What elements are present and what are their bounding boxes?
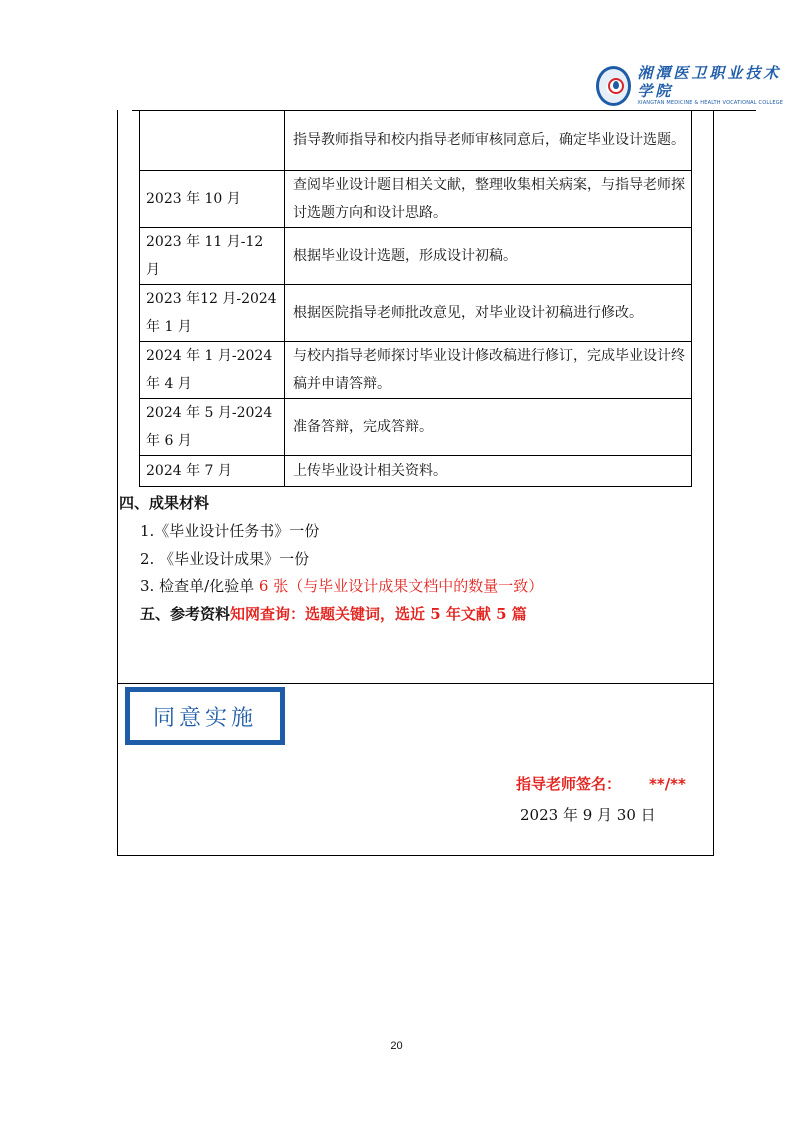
schedule-task: 指导教师指导和校内指导老师审核同意后，确定毕业设计选题。 [285,110,692,171]
college-logo [596,64,793,107]
deliverable-item-3-prefix: 3. 检查单/化验单 [140,577,259,595]
deliverable-item-2: 2. 《毕业设计成果》一份 [140,550,310,568]
college-name [637,64,793,107]
deliverable-item-3 [140,575,543,596]
deliverable-item-1: 1.《毕业设计任务书》一份 [140,522,320,540]
approval-stamp-text: 同意实施 [152,705,257,731]
schedule-task: 根据毕业设计选题，形成设计初稿。 [285,228,692,285]
schedule-row [140,285,692,342]
schedule-row [140,171,692,228]
schedule-time: 2024 年 7 月 [140,456,285,487]
schedule-row [140,456,692,487]
schedule-time: 2023 年 10 月 [140,171,285,228]
schedule-time: 2024 年 1 月-2024 年 4 月 [140,342,285,399]
schedule-table [139,110,692,487]
signature-value: **/** [649,775,686,793]
schedule-row [140,228,692,285]
schedule-time: 2023 年12 月-2024 年 1 月 [140,285,285,342]
reference-note: 知网查询：选题关键词，选近 5 年文献 5 篇 [230,605,527,623]
deliverable-item-3-suffix: 张（与毕业设计成果文档中的数量一致） [268,577,544,595]
signature-line [516,773,686,794]
approval-stamp [125,687,285,745]
schedule-task: 准备答辩，完成答辩。 [285,399,692,456]
college-name-cn: 湘潭医卫职业技术学院 [637,64,782,100]
section-5-title: 五、参考资料 [140,605,231,623]
schedule-row [140,399,692,456]
schedule-time: 2024 年 5 月-2024 年 6 月 [140,399,285,456]
page-number: 20 [390,1040,403,1052]
schedule-time: 2023 年 11 月-12 月 [140,228,285,285]
deliverable-item-3-count: 6 [258,577,269,595]
form-divider [117,683,714,684]
schedule-row [140,110,692,171]
section-5-line [140,603,527,624]
section-4-title: 四、成果材料 [119,494,210,512]
schedule-task: 上传毕业设计相关资料。 [285,456,692,487]
college-name-en: XIANGTAN MEDICINE & HEALTH VOCATIONAL COLLEGE [637,100,784,106]
college-emblem-icon [596,66,631,106]
schedule-task: 查阅毕业设计题目相关文献，整理收集相关病案，与指导老师探讨选题方向和设计思路。 [285,171,692,228]
schedule-time [140,110,285,171]
signature-label: 指导老师签名： [516,775,622,793]
schedule-row [140,342,692,399]
schedule-task: 根据医院指导老师批改意见，对毕业设计初稿进行修改。 [285,285,692,342]
signature-date: 2023 年 9 月 30 日 [520,806,656,824]
schedule-task: 与校内指导老师探讨毕业设计修改稿进行修订，完成毕业设计终稿并申请答辩。 [285,342,692,399]
